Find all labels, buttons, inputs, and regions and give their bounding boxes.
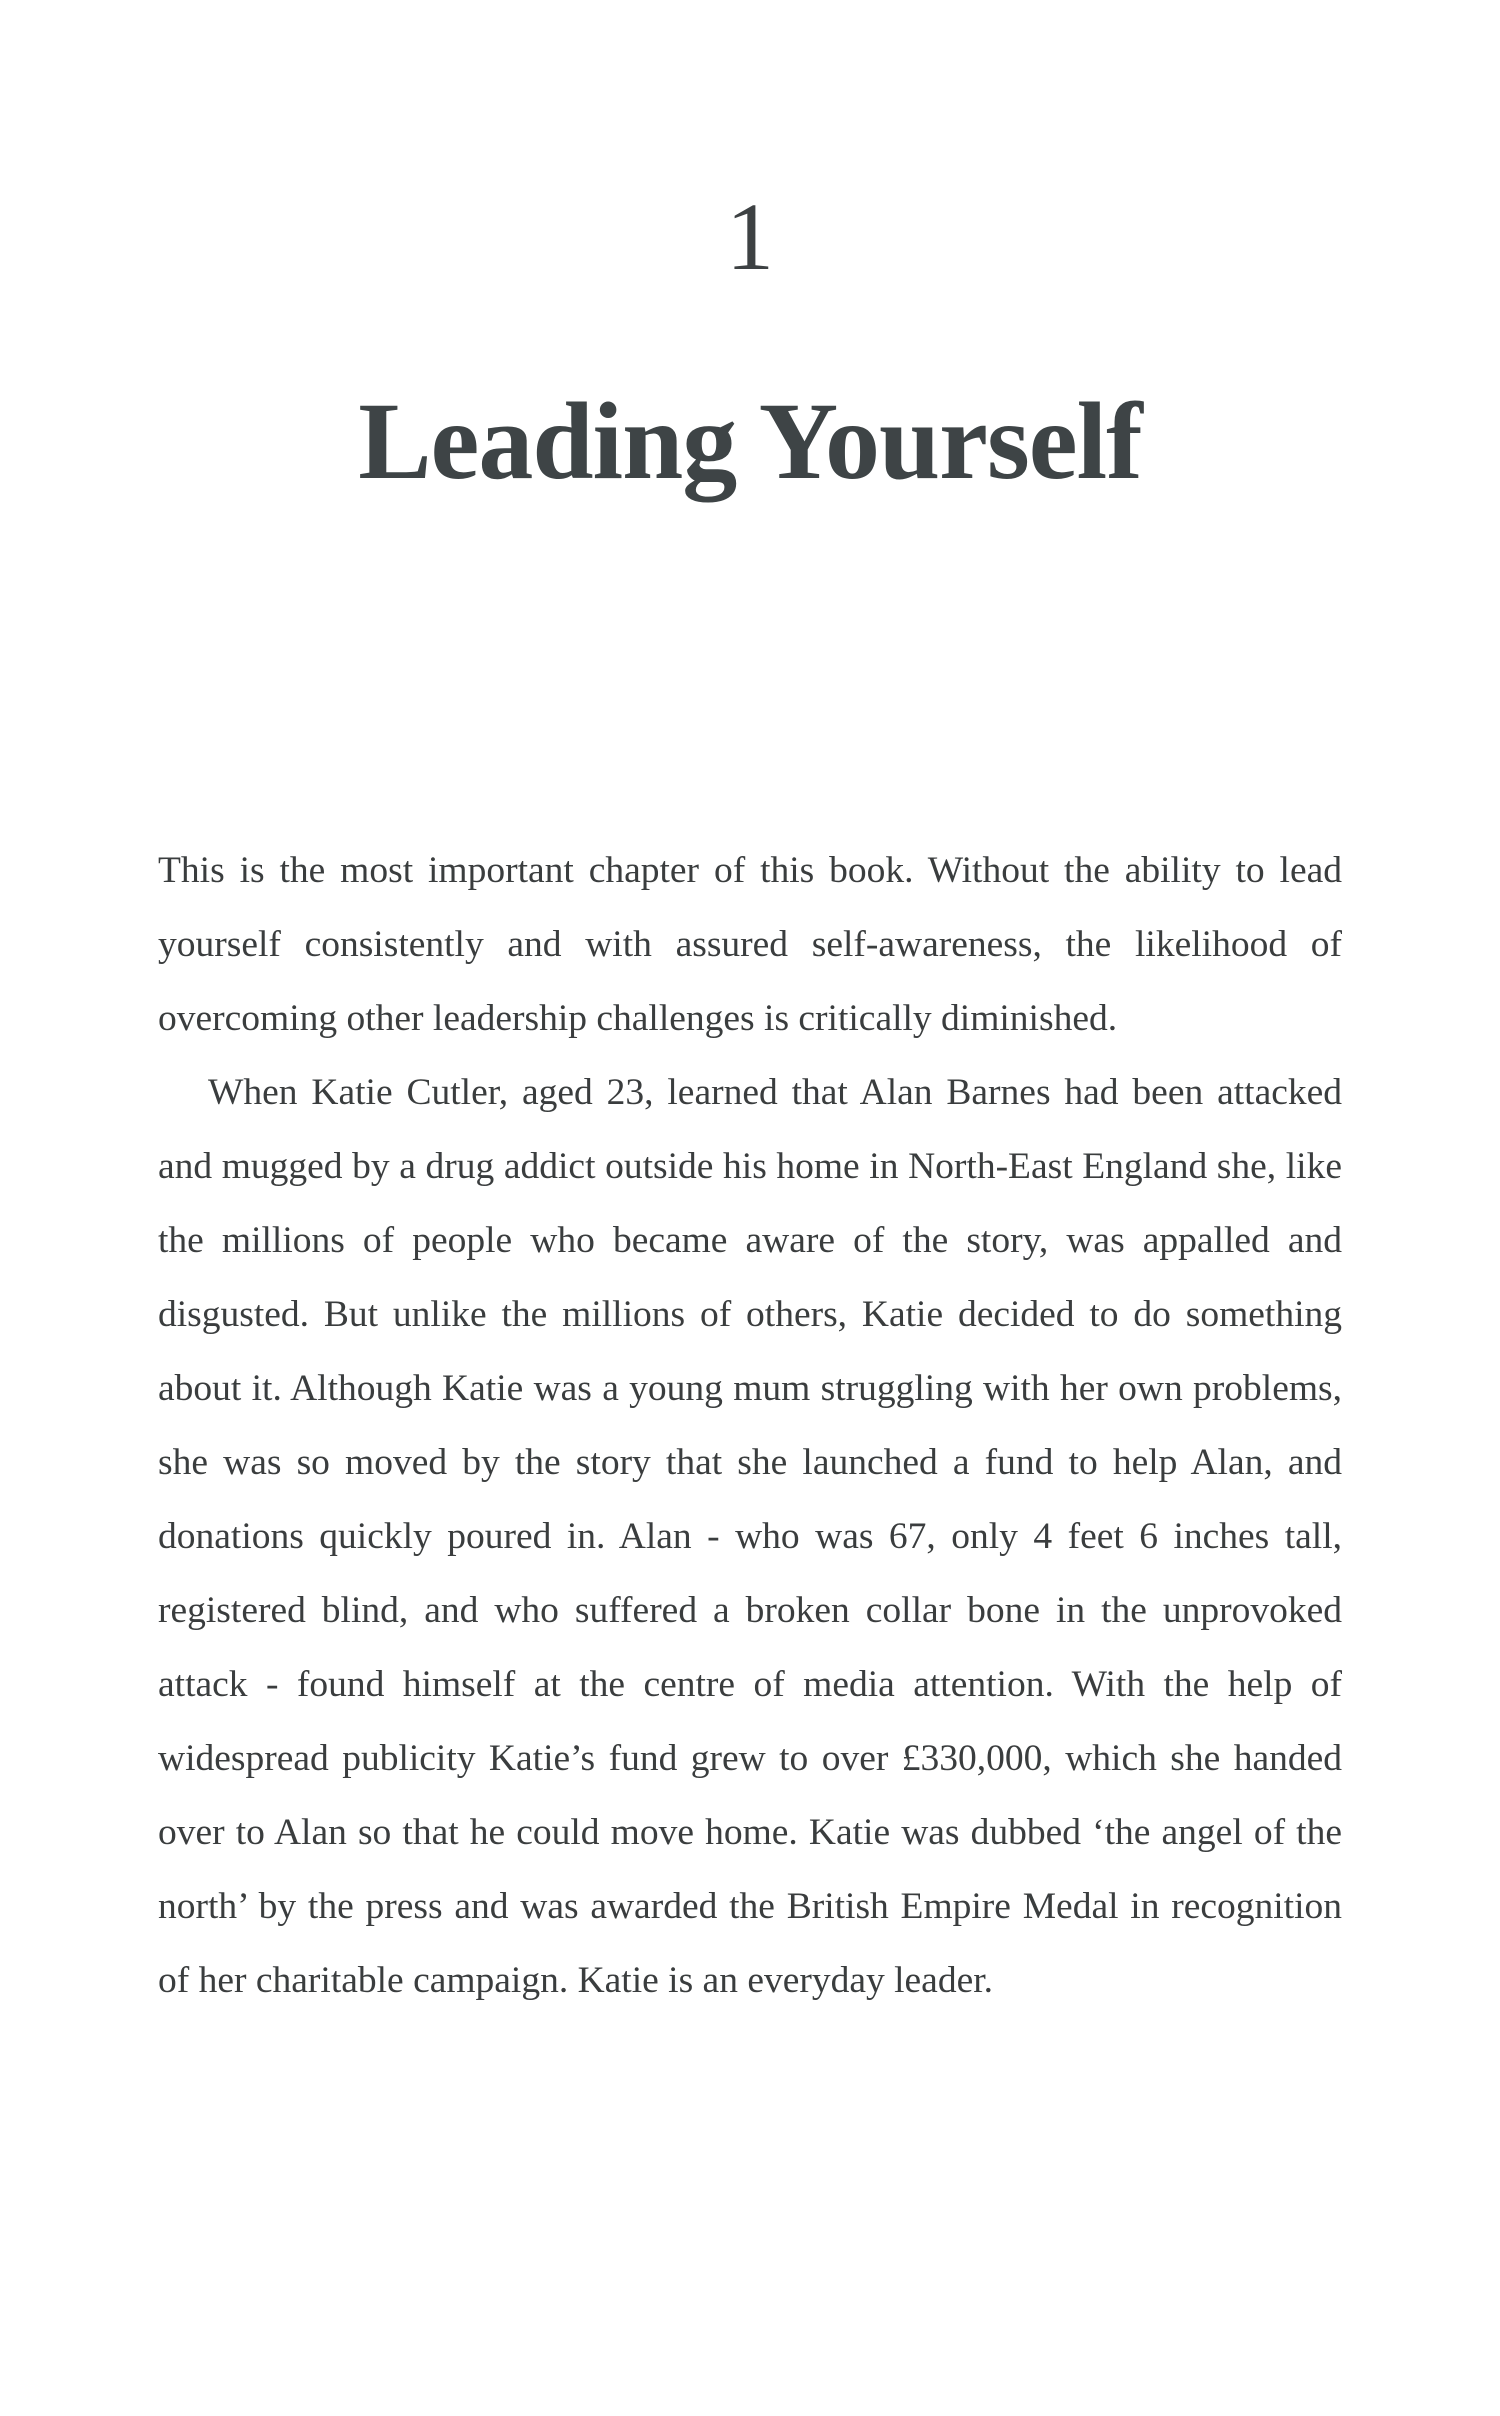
chapter-body bbox=[158, 834, 1342, 2018]
chapter-title: Leading Yourself bbox=[358, 380, 1142, 502]
chapter-number: 1 bbox=[726, 183, 774, 290]
paragraph-intro: This is the most important chapter of this book. Without the ability to lead yourself consistently and with assured self-awareness, the likelihood of overcoming other leadership challenges is critically diminished. bbox=[158, 850, 1342, 1039]
paragraph-katie-story: When Katie Cutler, aged 23, learned that Alan Barnes had been attacked and mugged by a drug addict outside his home in North-East England she, like the millions of people who became aware of the story, was appalled and disgusted. But unlike the millions of others, Katie decided to do something about it. Although Katie was a young mum struggling with her own problems, she was so moved by the story that she launched a fund to help Alan, and donations quickly poured in. Alan - who was 67, only 4 feet 6 inches tall, registered blind, and who suffered a broken collar bone in the unprovoked attack - found himself at the centre of media attention. With the help of widespread publicity Katie’s fund grew to over £330,000, which she handed over to Alan so that he could move home. Katie was dubbed ‘the angel of the north’ by the press and was awarded the British Empire Medal in recognition of her charitable campaign. Katie is an everyday leader. bbox=[158, 1072, 1342, 2001]
